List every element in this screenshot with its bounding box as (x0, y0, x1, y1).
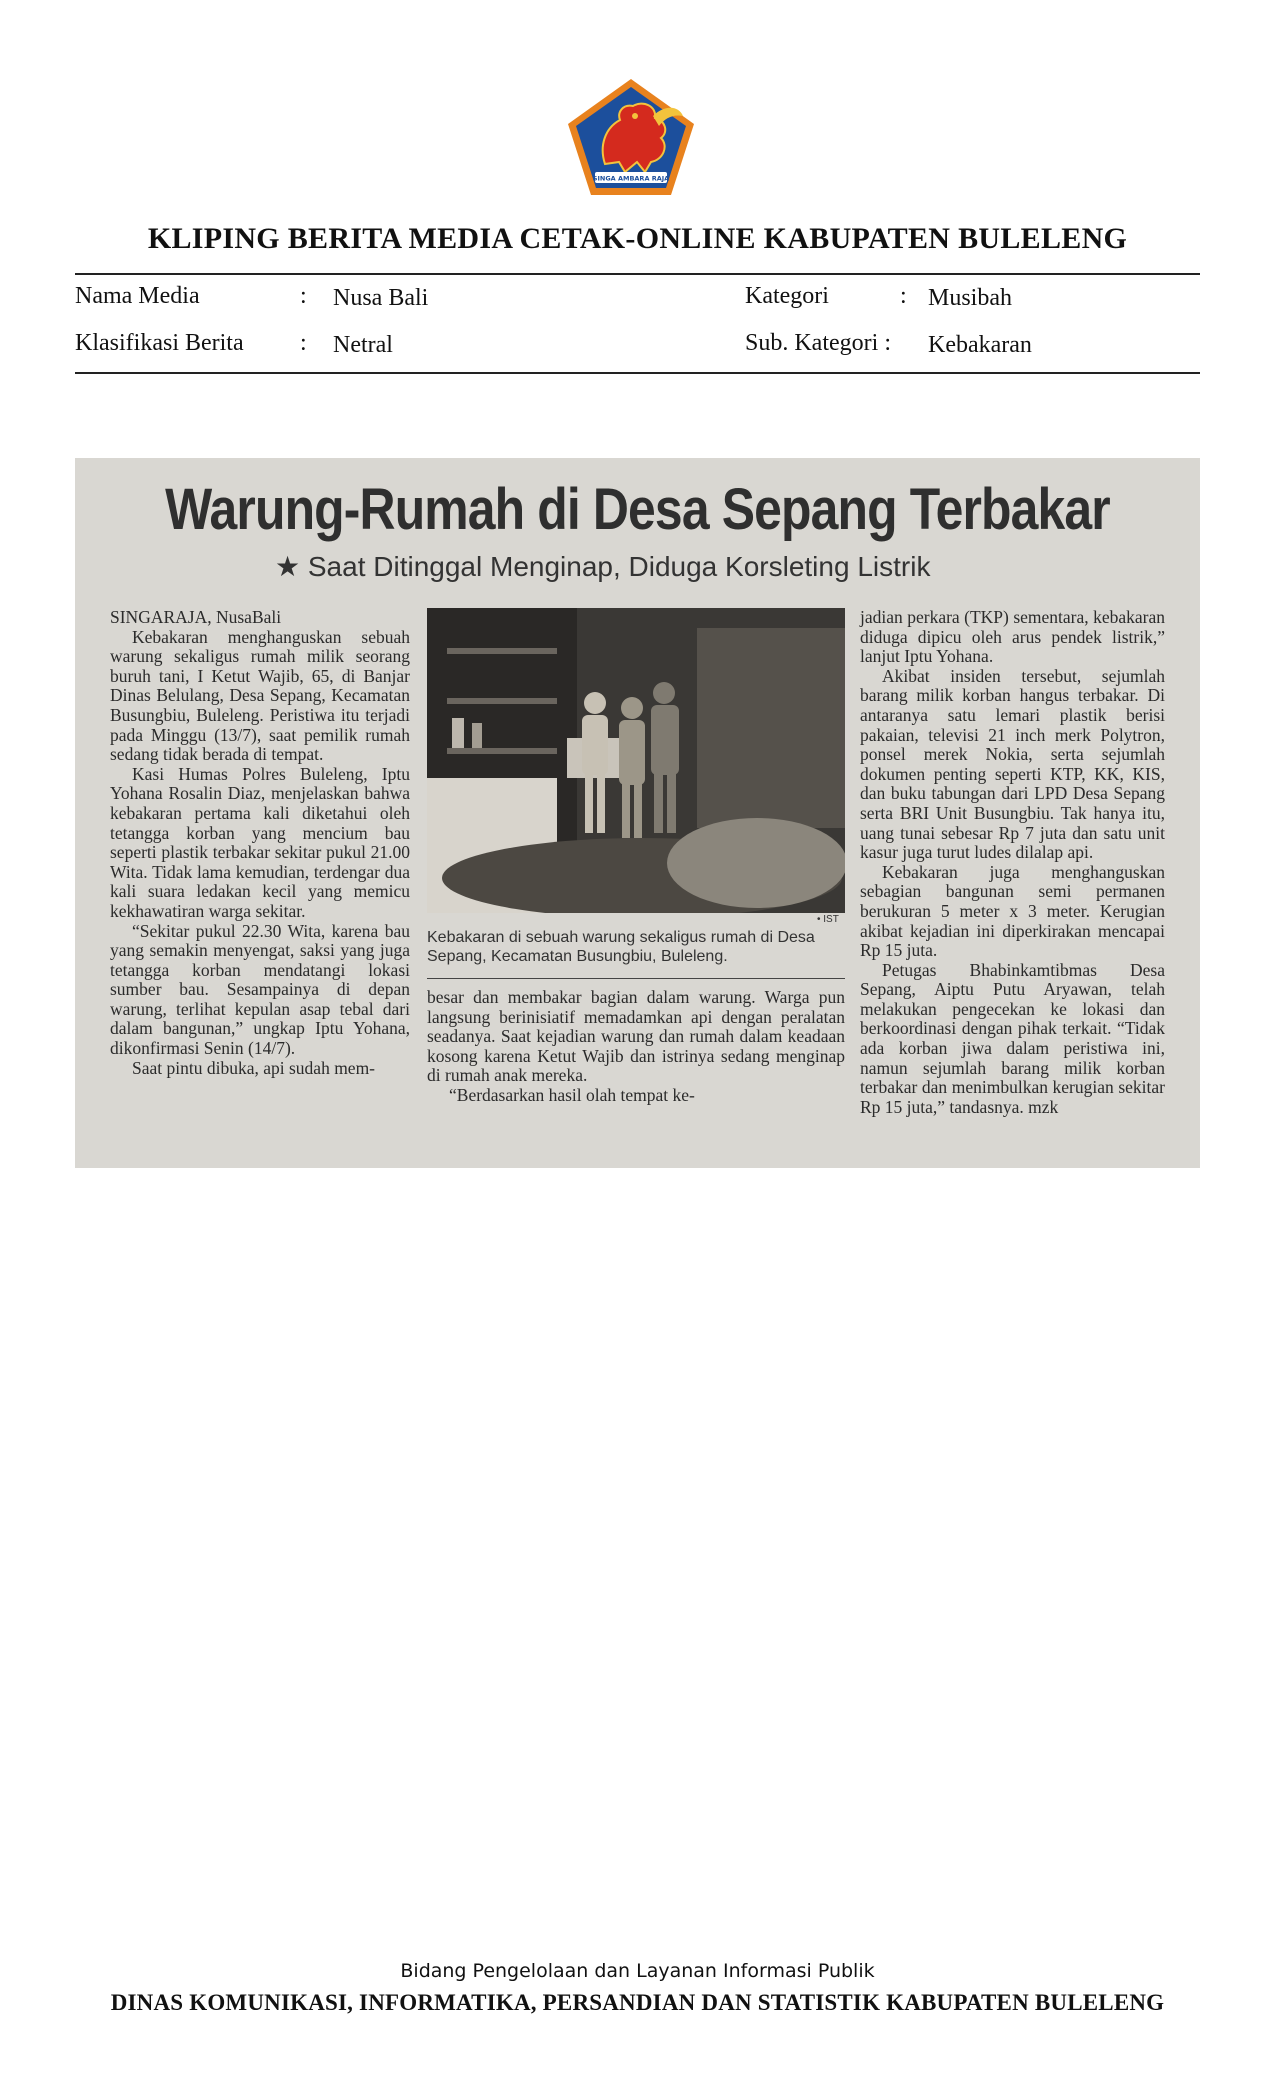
article-paragraph: “Berdasarkan hasil olah tempat ke- (449, 1084, 695, 1105)
article-headline: Warung-Rumah di Desa Sepang Terbakar (165, 477, 1110, 542)
media-value: Nusa Bali (333, 285, 429, 311)
article-paragraph: Akibat insiden tersebut, sejumlah barang milik korban hangus terbakar. Di antaranya satu lemari plastik berisi pakaian, televisi 21 inch merk Polytron, ponsel merek Nokia, serta sejumlah dokumen penting seperti KTP, KK, KIS, dan buku tabungan dari LPD Desa Sepang serta BRI Unit Busungbiu. Tak hanya itu, uang tunai sebesar Rp 7 juta dan satu unit kasur juga turut ludes dilalap api. (860, 665, 1165, 863)
article-paragraph: Kebakaran juga menghanguskan sebagian bangunan semi permanen berukuran 5 meter x 3 meter. Kerugian akibat kejadian ini diperkirakan mencapai Rp 15 juta. (860, 861, 1165, 961)
klasifikasi-value: Netral (333, 332, 393, 358)
kategori-value: Musibah (928, 285, 1012, 311)
header-rule-bottom (75, 372, 1200, 374)
article-column-3 (860, 608, 1165, 1117)
article-paragraph: Kasi Humas Polres Buleleng, Iptu Yohana Rosalin Diaz, menjelaskan bahwa kebakaran pertama kali diketahui oleh tetangga korban yang mencium bau seperti plastik terbakar sekitar pukul 21.00 Wita. Tidak lama kemudian, terdengar dua kali suara ledakan kecil yang memicu kekhawatiran warga sekitar. (110, 763, 410, 921)
media-label: Nama Media (75, 283, 200, 309)
article-paragraph: “Sekitar pukul 22.30 Wita, karena bau yang semakin menyengat, saksi yang juga tetangga korban mendatangi lokasi sumber bau. Sesampainya di depan warung, terlihat kepulan asap tebal dari dalam bangunan,” ungkap Iptu Yohana, dikonfirmasi Senin (14/7). (110, 920, 410, 1059)
article-paragraph: Petugas Bhabinkamtibmas Desa Sepang, Aiptu Putu Aryawan, telah melakukan pengecekan ke lokasi dan berkoordinasi dengan pihak terkait. “Tidak ada korban jiwa dalam peristiwa ini, namun sejumlah barang milik korban terbakar dan menimbulkan kerugian sekitar Rp 15 juta,” tandasnya. mzk (860, 959, 1165, 1117)
fire-scene-photo (427, 608, 845, 913)
article-paragraph: jadian perkara (TKP) sementara, kebakaran diduga dipicu oleh arus pendek listrik,” lanjut Iptu Yohana. (860, 607, 1165, 667)
klasifikasi-label: Klasifikasi Berita (75, 330, 244, 356)
page-title: KLIPING BERITA MEDIA CETAK-ONLINE KABUPATEN BULELENG (147, 222, 1128, 255)
photo-caption: Kebakaran di sebuah warung sekaligus rumah di Desa Sepang, Kecamatan Busungbiu, Buleleng. (427, 929, 815, 965)
article-subheadline: ★ Saat Ditinggal Menginap, Diduga Korsleting Listrik (275, 551, 931, 582)
footer-agency: DINAS KOMUNIKASI, INFORMATIKA, PERSANDIAN DAN STATISTIK KABUPATEN BULELENG (110, 1990, 1165, 2015)
article-paragraph: Kebakaran menghanguskan sebuah warung sekaligus rumah milik seorang buruh tani, I Ketut Wajib, 65, di Banjar Dinas Belulang, Desa Sepang, Kecamatan Busungbiu, Buleleng. Peristiwa itu terjadi pada Minggu (13/7), saat pemilik rumah sedang tidak berada di tempat. (110, 626, 410, 765)
footer-division: Bidang Pengelolaan dan Layanan Informasi Publik (400, 1960, 875, 1982)
kategori-colon: : (900, 283, 907, 309)
article-dateline: SINGARAJA, NusaBali (110, 607, 282, 627)
subkategori-label: Sub. Kategori : (745, 330, 891, 356)
klasifikasi-colon: : (300, 330, 307, 356)
article-paragraph: Saat pintu dibuka, api sudah mem- (132, 1057, 376, 1078)
article-column-1 (110, 608, 410, 1078)
article-paragraph: besar dan membakar bagian dalam warung. Warga pun langsung berinisiatif memadamkan api dengan peralatan seadanya. Saat kejadian warung dan rumah dalam keadaan kosong karena Ketut Wajib dan istrinya sedang menginap di rumah anak mereka. (427, 987, 845, 1086)
buleleng-regency-logo (565, 76, 697, 198)
subkategori-value: Kebakaran (928, 332, 1032, 358)
photo-credit: • IST (817, 914, 839, 925)
media-colon: : (300, 283, 307, 309)
header-rule-top (75, 273, 1200, 275)
caption-divider (427, 978, 845, 979)
kategori-label: Kategori (745, 283, 829, 309)
article-column-2 (427, 988, 845, 1106)
logo-motto-text: SINGA AMBARA RAJA (592, 174, 670, 183)
newspaper-clipping (75, 458, 1200, 1168)
